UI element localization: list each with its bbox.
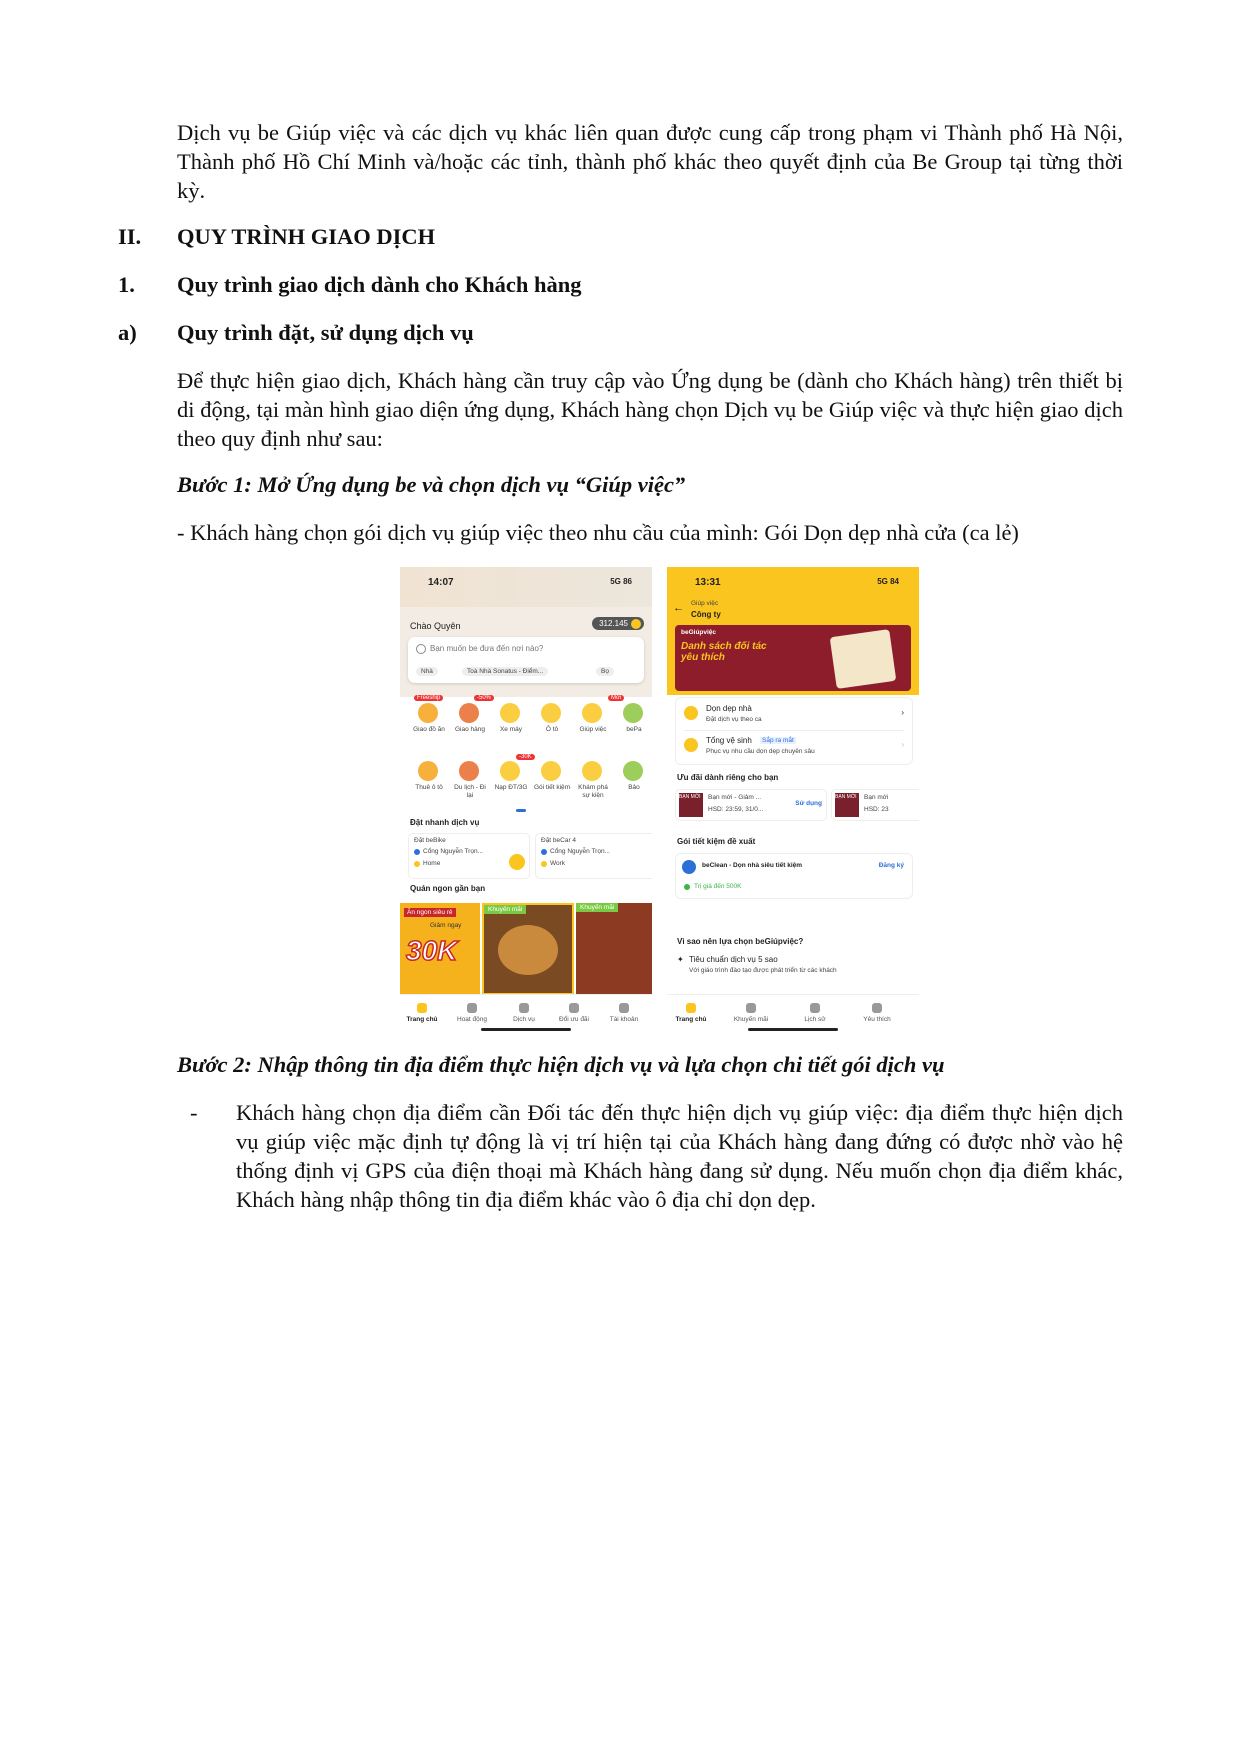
service2-title[interactable]: Tổng vệ sinh bbox=[706, 736, 752, 745]
food-title: Quán ngon gần bạn bbox=[410, 884, 486, 893]
offer1-expiry: HSD: 23:59, 31/0... bbox=[708, 806, 764, 813]
service-card bbox=[675, 697, 913, 765]
home-icon bbox=[686, 1003, 696, 1013]
screenshot-giupviec bbox=[667, 567, 919, 1035]
food-image-2[interactable] bbox=[576, 903, 652, 995]
promo-tag: Khuyến mãi bbox=[576, 903, 618, 912]
service-label[interactable]: Du lịch - Đi lại bbox=[454, 784, 486, 799]
promo-big: 30K bbox=[406, 935, 458, 966]
badge-discount: -50% bbox=[474, 695, 494, 701]
bottom-tab-bar bbox=[667, 994, 919, 1035]
home-indicator bbox=[481, 1028, 571, 1031]
badge-freeship: Freeship bbox=[414, 695, 443, 701]
service-label[interactable]: Thuê ô tô bbox=[415, 784, 443, 791]
register-button[interactable]: Đăng ký bbox=[878, 862, 904, 869]
sparkle-icon bbox=[684, 738, 698, 752]
breadcrumb: Giúp việc bbox=[691, 600, 719, 607]
offer2-expiry: HSD: 23 bbox=[864, 806, 889, 813]
service-icon[interactable] bbox=[541, 703, 561, 723]
service-icon[interactable] bbox=[582, 703, 602, 723]
offer1-title: Bạn mới - Giảm ... bbox=[708, 794, 762, 801]
service-label[interactable]: Bảo bbox=[628, 784, 640, 791]
service1-sub: Đặt dịch vụ theo ca bbox=[706, 716, 762, 723]
quick-bike-to: Home bbox=[423, 860, 441, 867]
service-icon[interactable] bbox=[500, 761, 520, 781]
coming-soon-badge: Sắp ra mắt bbox=[762, 737, 794, 744]
offer-card[interactable] bbox=[831, 789, 919, 821]
service2-sub: Phục vụ nhu cầu dọn dẹp chuyên sâu bbox=[706, 748, 815, 755]
service-label[interactable]: Xe máy bbox=[499, 726, 523, 733]
search-card[interactable] bbox=[408, 637, 644, 683]
home-icon bbox=[417, 1003, 427, 1013]
service-label[interactable]: Nạp ĐT/3G bbox=[494, 784, 528, 791]
page-indicator bbox=[516, 809, 526, 812]
tab-account[interactable]: Tài khoản bbox=[604, 1017, 644, 1023]
service-icon[interactable] bbox=[418, 761, 438, 781]
offer-tag: BẠN MỚI bbox=[835, 794, 857, 800]
quick-bike-label: Đặt beBike bbox=[414, 837, 446, 844]
service-icon[interactable] bbox=[623, 761, 643, 781]
bottom-tab-bar bbox=[400, 994, 652, 1035]
promo-small: Ăn ngon siêu rẻ bbox=[404, 908, 456, 917]
chevron-right-icon[interactable]: › bbox=[901, 708, 904, 717]
badge-new: Mới bbox=[608, 695, 624, 701]
food-image-1[interactable] bbox=[482, 903, 574, 995]
broom-icon bbox=[684, 706, 698, 720]
service-label[interactable]: Gói tiết kiệm bbox=[533, 784, 571, 791]
gift-icon bbox=[569, 1003, 579, 1013]
tab-rewards[interactable]: Đổi ưu đãi bbox=[554, 1017, 594, 1023]
step2-title: Bước 2: Nhập thông tin địa điểm thực hiện dịch vụ và lựa chọn chi tiết gói dịch vụ bbox=[177, 1052, 945, 1077]
why-title: Vì sao nên lựa chọn beGiúpviệc? bbox=[677, 937, 804, 946]
origin-dot-icon bbox=[541, 849, 547, 855]
status-network: 5G 84 bbox=[877, 577, 899, 586]
clock-icon bbox=[467, 1003, 477, 1013]
use-offer-button[interactable]: Sử dụng bbox=[795, 800, 822, 807]
points-badge[interactable]: 312.145 bbox=[599, 619, 628, 628]
service-label[interactable]: Ô tô bbox=[545, 726, 559, 733]
offer-tag: BẠN MỚI bbox=[679, 794, 701, 800]
quick-car-from: Cổng Nguyễn Trọn... bbox=[550, 848, 610, 855]
home-indicator bbox=[748, 1028, 838, 1031]
destination-dot-icon bbox=[414, 861, 420, 867]
service-label[interactable]: Giúp việc bbox=[579, 726, 607, 733]
tab-home[interactable]: Trang chủ bbox=[402, 1017, 442, 1023]
greeting: Chào Quyên bbox=[410, 621, 461, 631]
badge-30k: -30K bbox=[516, 754, 535, 760]
banner-brand: beGiúpviệc bbox=[681, 629, 717, 636]
back-arrow-icon[interactable]: ← bbox=[673, 602, 684, 614]
service-icon[interactable] bbox=[582, 761, 602, 781]
offer-card[interactable] bbox=[675, 789, 827, 821]
tab-services[interactable]: Dịch vụ bbox=[504, 1017, 544, 1023]
subsection-number: 1. bbox=[118, 272, 135, 297]
package-value: Trị giá đến 500K bbox=[694, 883, 742, 890]
status-bar bbox=[400, 577, 652, 591]
chip-location[interactable]: Toà Nhà Sonatus - Điểm... bbox=[462, 667, 548, 676]
promo-sub: Giảm ngay bbox=[430, 922, 462, 929]
section-number: II. bbox=[118, 224, 142, 249]
destination-dot-icon bbox=[541, 861, 547, 867]
bike-icon bbox=[509, 854, 525, 870]
service-label[interactable]: Khám phá sự kiện bbox=[578, 784, 608, 799]
grid-icon bbox=[519, 1003, 529, 1013]
package-card[interactable] bbox=[675, 853, 913, 899]
service-icon[interactable] bbox=[541, 761, 561, 781]
service-icon[interactable] bbox=[500, 703, 520, 723]
clock-icon bbox=[810, 1003, 820, 1013]
service-label[interactable]: Giao đồ ăn bbox=[413, 726, 445, 733]
quick-car-label: Đặt beCar 4 bbox=[541, 837, 577, 844]
hero-banner[interactable] bbox=[675, 625, 911, 691]
chip-home[interactable]: Nhà bbox=[416, 667, 438, 676]
quick-card-car[interactable] bbox=[535, 833, 652, 879]
check-icon bbox=[684, 884, 690, 890]
status-time: 14:07 bbox=[428, 577, 454, 588]
subsubsection-number: a) bbox=[118, 320, 137, 345]
intro-paragraph: Dịch vụ be Giúp việc và các dịch vụ khác liên quan được cung cấp trong phạm vi Thành phố Hà Nội, Thành phố Hồ Chí Minh và/hoặc các tỉnh, thành phố khác theo quyết định của Be Group tại từng thời kỳ. bbox=[177, 120, 1123, 203]
package-name: beClean - Dọn nhà siêu tiết kiệm bbox=[702, 862, 803, 869]
tab-favorites[interactable]: Yêu thích bbox=[857, 1017, 897, 1023]
service-label[interactable]: Giao hàng bbox=[455, 726, 485, 733]
offers-title[interactable]: Ưu đãi dành riêng cho bạn bbox=[677, 773, 779, 782]
status-time: 13:31 bbox=[695, 577, 721, 588]
tab-promotions[interactable]: Khuyến mãi bbox=[731, 1017, 771, 1023]
chevron-right-icon: › bbox=[901, 740, 904, 749]
promo-banner[interactable] bbox=[400, 903, 480, 995]
quick-card-bike[interactable] bbox=[408, 833, 530, 879]
heart-icon bbox=[872, 1003, 882, 1013]
service-icon[interactable] bbox=[459, 703, 479, 723]
subsection-title: Quy trình giao dịch dành cho Khách hàng bbox=[177, 272, 582, 297]
user-icon bbox=[619, 1003, 629, 1013]
why1: Tiêu chuẩn dịch vụ 5 sao bbox=[689, 955, 778, 964]
search-input[interactable]: Bạn muốn be đưa đến nơi nào? bbox=[430, 644, 544, 653]
service-icon[interactable] bbox=[418, 703, 438, 723]
bullet-dash: - bbox=[190, 1100, 198, 1125]
search-icon bbox=[416, 644, 426, 654]
screenshot-home bbox=[400, 567, 652, 1035]
step1-line: - Khách hàng chọn gói dịch vụ giúp việc theo nhu cầu của mình: Gói Dọn dẹp nhà cửa (ca lẻ) bbox=[177, 520, 1019, 545]
subsubsection-title: Quy trình đặt, sử dụng dịch vụ bbox=[177, 320, 474, 345]
chip-other[interactable]: Bọ bbox=[596, 667, 614, 676]
quick-title: Đặt nhanh dịch vụ bbox=[410, 818, 480, 827]
banner-title: Danh sách đối tác yêu thích bbox=[681, 641, 767, 663]
origin-dot-icon bbox=[414, 849, 420, 855]
service-icon[interactable] bbox=[623, 703, 643, 723]
quick-car-to: Work bbox=[550, 860, 566, 867]
service-label[interactable]: bePa bbox=[626, 726, 642, 733]
percent-icon bbox=[746, 1003, 756, 1013]
coin-icon bbox=[631, 619, 641, 629]
service1-title[interactable]: Dọn dẹp nhà bbox=[706, 704, 752, 713]
tab-home[interactable]: Trang chủ bbox=[671, 1017, 711, 1023]
step1-title: Bước 1: Mở Ứng dụng be và chọn dịch vụ “Giúp việc” bbox=[177, 472, 686, 497]
tab-history[interactable]: Lịch sử bbox=[795, 1017, 835, 1023]
offer2-title: Bạn mới bbox=[864, 794, 889, 801]
cleaning-icon bbox=[682, 860, 696, 874]
section-title: QUY TRÌNH GIAO DỊCH bbox=[177, 224, 436, 249]
star-icon: ✦ bbox=[677, 955, 684, 964]
tab-activity[interactable]: Hoạt động bbox=[452, 1017, 492, 1023]
status-network: 5G 86 bbox=[610, 577, 632, 586]
status-bar bbox=[667, 577, 919, 591]
promo-tag: Khuyến mãi bbox=[484, 905, 526, 914]
package-title[interactable]: Gói tiết kiệm đề xuất bbox=[677, 837, 756, 846]
step2-bullet: Khách hàng chọn địa điểm cần Đối tác đến thực hiện dịch vụ giúp việc: địa điểm thực hiện dịch vụ giúp việc mặc định tự động là vị trí hiện tại của Khách hàng đang đứng có được nhờ vào hệ thống định vị GPS của điện thoại mà Khách hàng đang sử dụng. Nếu muốn chọn địa điểm khác, Khách hàng nhập thông tin địa điểm khác vào ô địa chỉ dọn dẹp. bbox=[236, 1100, 1123, 1212]
company-label[interactable]: Công ty bbox=[691, 610, 721, 619]
service-icon[interactable] bbox=[459, 761, 479, 781]
quick-bike-from: Cổng Nguyễn Trọn... bbox=[423, 848, 483, 855]
why1-sub: Với giáo trình đào tạo được phát triển từ các khách bbox=[689, 967, 837, 974]
body-paragraph: Để thực hiện giao dịch, Khách hàng cần truy cập vào Ứng dụng be (dành cho Khách hàng) trên thiết bị di động, tại màn hình giao diện ứng dụng, Khách hàng chọn Dịch vụ be Giúp việc và thực hiện giao dịch theo quy định như sau: bbox=[177, 368, 1123, 451]
